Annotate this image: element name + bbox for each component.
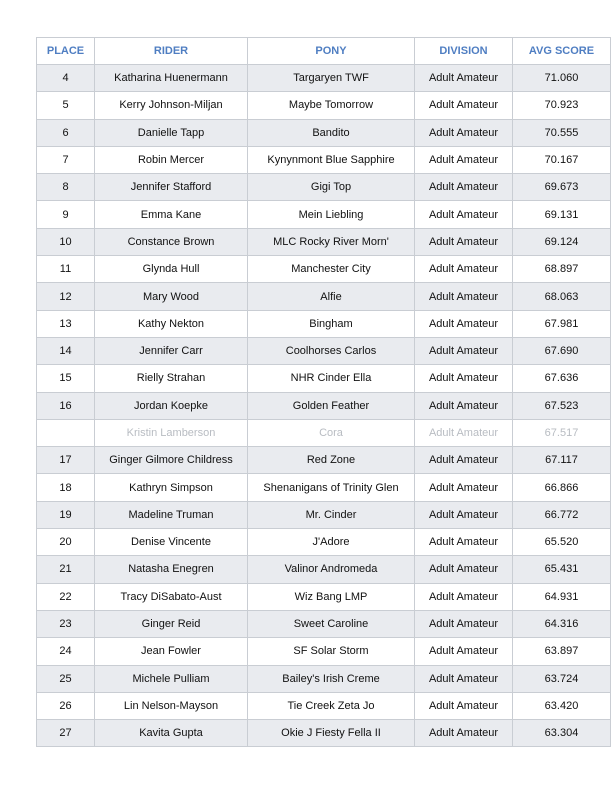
rider-cell: Kathy Nekton	[95, 310, 248, 337]
table-row	[37, 556, 611, 583]
place-cell: 23	[37, 610, 95, 637]
division-cell: Adult Amateur	[415, 720, 513, 747]
table-header	[37, 38, 611, 65]
place-cell: 19	[37, 501, 95, 528]
rider-cell: Mary Wood	[95, 283, 248, 310]
division-cell: Adult Amateur	[415, 556, 513, 583]
pony-cell: NHR Cinder Ella	[248, 365, 415, 392]
rider-cell: Denise Vincente	[95, 529, 248, 556]
pony-cell: Okie J Fiesty Fella II	[248, 720, 415, 747]
table-row	[37, 337, 611, 364]
place-cell: 11	[37, 256, 95, 283]
avg-score-cell: 66.772	[513, 501, 611, 528]
pony-cell: Tie Creek Zeta Jo	[248, 692, 415, 719]
header-place: PLACE	[37, 38, 95, 65]
pony-cell: SF Solar Storm	[248, 638, 415, 665]
place-cell: 24	[37, 638, 95, 665]
place-cell: 5	[37, 92, 95, 119]
table-row	[37, 201, 611, 228]
header-row	[37, 38, 611, 65]
division-cell: Adult Amateur	[415, 665, 513, 692]
avg-score-cell: 67.636	[513, 365, 611, 392]
results-table	[36, 37, 611, 747]
table-row	[37, 583, 611, 610]
division-cell: Adult Amateur	[415, 228, 513, 255]
table-row	[37, 692, 611, 719]
place-cell: 27	[37, 720, 95, 747]
table-row	[37, 501, 611, 528]
rider-cell: Tracy DiSabato-Aust	[95, 583, 248, 610]
pony-cell: Manchester City	[248, 256, 415, 283]
pony-cell: Alfie	[248, 283, 415, 310]
avg-score-cell: 65.431	[513, 556, 611, 583]
place-cell: 26	[37, 692, 95, 719]
table-row	[37, 256, 611, 283]
division-cell: Adult Amateur	[415, 174, 513, 201]
place-cell: 4	[37, 65, 95, 92]
avg-score-cell: 66.866	[513, 474, 611, 501]
avg-score-cell: 70.167	[513, 146, 611, 173]
table-row	[37, 638, 611, 665]
pony-cell: Shenanigans of Trinity Glen	[248, 474, 415, 501]
place-cell: 22	[37, 583, 95, 610]
division-cell: Adult Amateur	[415, 474, 513, 501]
table-row	[37, 392, 611, 419]
division-cell: Adult Amateur	[415, 256, 513, 283]
pony-cell: Maybe Tomorrow	[248, 92, 415, 119]
pony-cell: Golden Feather	[248, 392, 415, 419]
header-avg-score: AVG SCORE	[513, 38, 611, 65]
pony-cell: Mein Liebling	[248, 201, 415, 228]
table-row	[37, 529, 611, 556]
place-cell: 15	[37, 365, 95, 392]
place-cell: 25	[37, 665, 95, 692]
division-cell: Adult Amateur	[415, 337, 513, 364]
pony-cell: Wiz Bang LMP	[248, 583, 415, 610]
avg-score-cell: 67.523	[513, 392, 611, 419]
table-body	[37, 65, 611, 747]
rider-cell: Kristin Lamberson	[95, 419, 248, 446]
rider-cell: Ginger Reid	[95, 610, 248, 637]
rider-cell: Michele Pulliam	[95, 665, 248, 692]
pony-cell: Bailey's Irish Creme	[248, 665, 415, 692]
pony-cell: MLC Rocky River Morn'	[248, 228, 415, 255]
avg-score-cell: 63.304	[513, 720, 611, 747]
avg-score-cell: 67.690	[513, 337, 611, 364]
avg-score-cell: 67.117	[513, 447, 611, 474]
pony-cell: Coolhorses Carlos	[248, 337, 415, 364]
place-cell: 10	[37, 228, 95, 255]
rider-cell: Madeline Truman	[95, 501, 248, 528]
division-cell: Adult Amateur	[415, 92, 513, 119]
table-row	[37, 65, 611, 92]
rider-cell: Constance Brown	[95, 228, 248, 255]
rider-cell: Jordan Koepke	[95, 392, 248, 419]
pony-cell: Targaryen TWF	[248, 65, 415, 92]
pony-cell: Kynynmont Blue Sapphire	[248, 146, 415, 173]
pony-cell: Bandito	[248, 119, 415, 146]
place-cell: 8	[37, 174, 95, 201]
table-row	[37, 92, 611, 119]
avg-score-cell: 69.131	[513, 201, 611, 228]
division-cell: Adult Amateur	[415, 201, 513, 228]
avg-score-cell: 63.420	[513, 692, 611, 719]
rider-cell: Danielle Tapp	[95, 119, 248, 146]
division-cell: Adult Amateur	[415, 638, 513, 665]
table-row	[37, 665, 611, 692]
pony-cell: Bingham	[248, 310, 415, 337]
avg-score-cell: 63.724	[513, 665, 611, 692]
table-row	[37, 365, 611, 392]
division-cell: Adult Amateur	[415, 365, 513, 392]
place-cell	[37, 419, 95, 446]
rider-cell: Kerry Johnson-Miljan	[95, 92, 248, 119]
table-row	[37, 610, 611, 637]
place-cell: 13	[37, 310, 95, 337]
avg-score-cell: 70.555	[513, 119, 611, 146]
rider-cell: Jennifer Stafford	[95, 174, 248, 201]
rider-cell: Jean Fowler	[95, 638, 248, 665]
pony-cell: Valinor Andromeda	[248, 556, 415, 583]
pony-cell: Red Zone	[248, 447, 415, 474]
division-cell: Adult Amateur	[415, 146, 513, 173]
division-cell: Adult Amateur	[415, 610, 513, 637]
table-row	[37, 419, 611, 446]
avg-score-cell: 68.897	[513, 256, 611, 283]
avg-score-cell: 67.517	[513, 419, 611, 446]
avg-score-cell: 64.316	[513, 610, 611, 637]
table-row	[37, 720, 611, 747]
pony-cell: Sweet Caroline	[248, 610, 415, 637]
place-cell: 16	[37, 392, 95, 419]
pony-cell: Mr. Cinder	[248, 501, 415, 528]
rider-cell: Emma Kane	[95, 201, 248, 228]
pony-cell: J'Adore	[248, 529, 415, 556]
place-cell: 18	[37, 474, 95, 501]
table-row	[37, 283, 611, 310]
rider-cell: Jennifer Carr	[95, 337, 248, 364]
place-cell: 7	[37, 146, 95, 173]
rider-cell: Kavita Gupta	[95, 720, 248, 747]
division-cell: Adult Amateur	[415, 310, 513, 337]
division-cell: Adult Amateur	[415, 583, 513, 610]
division-cell: Adult Amateur	[415, 119, 513, 146]
avg-score-cell: 67.981	[513, 310, 611, 337]
table-row	[37, 228, 611, 255]
place-cell: 6	[37, 119, 95, 146]
division-cell: Adult Amateur	[415, 501, 513, 528]
table-row	[37, 146, 611, 173]
avg-score-cell: 63.897	[513, 638, 611, 665]
division-cell: Adult Amateur	[415, 65, 513, 92]
table-row	[37, 310, 611, 337]
place-cell: 21	[37, 556, 95, 583]
place-cell: 12	[37, 283, 95, 310]
division-cell: Adult Amateur	[415, 692, 513, 719]
table-row	[37, 174, 611, 201]
table-row	[37, 119, 611, 146]
division-cell: Adult Amateur	[415, 419, 513, 446]
header-pony: PONY	[248, 38, 415, 65]
rider-cell: Robin Mercer	[95, 146, 248, 173]
division-cell: Adult Amateur	[415, 447, 513, 474]
avg-score-cell: 71.060	[513, 65, 611, 92]
rider-cell: Rielly Strahan	[95, 365, 248, 392]
pony-cell: Cora	[248, 419, 415, 446]
place-cell: 9	[37, 201, 95, 228]
avg-score-cell: 69.673	[513, 174, 611, 201]
avg-score-cell: 68.063	[513, 283, 611, 310]
rider-cell: Lin Nelson-Mayson	[95, 692, 248, 719]
division-cell: Adult Amateur	[415, 392, 513, 419]
pony-cell: Gigi Top	[248, 174, 415, 201]
rider-cell: Kathryn Simpson	[95, 474, 248, 501]
table-row	[37, 474, 611, 501]
rider-cell: Glynda Hull	[95, 256, 248, 283]
rider-cell: Katharina Huenermann	[95, 65, 248, 92]
rider-cell: Ginger Gilmore Childress	[95, 447, 248, 474]
avg-score-cell: 64.931	[513, 583, 611, 610]
table-row	[37, 447, 611, 474]
header-division: DIVISION	[415, 38, 513, 65]
place-cell: 14	[37, 337, 95, 364]
avg-score-cell: 70.923	[513, 92, 611, 119]
avg-score-cell: 65.520	[513, 529, 611, 556]
division-cell: Adult Amateur	[415, 283, 513, 310]
header-rider: RIDER	[95, 38, 248, 65]
rider-cell: Natasha Enegren	[95, 556, 248, 583]
division-cell: Adult Amateur	[415, 529, 513, 556]
place-cell: 20	[37, 529, 95, 556]
place-cell: 17	[37, 447, 95, 474]
avg-score-cell: 69.124	[513, 228, 611, 255]
